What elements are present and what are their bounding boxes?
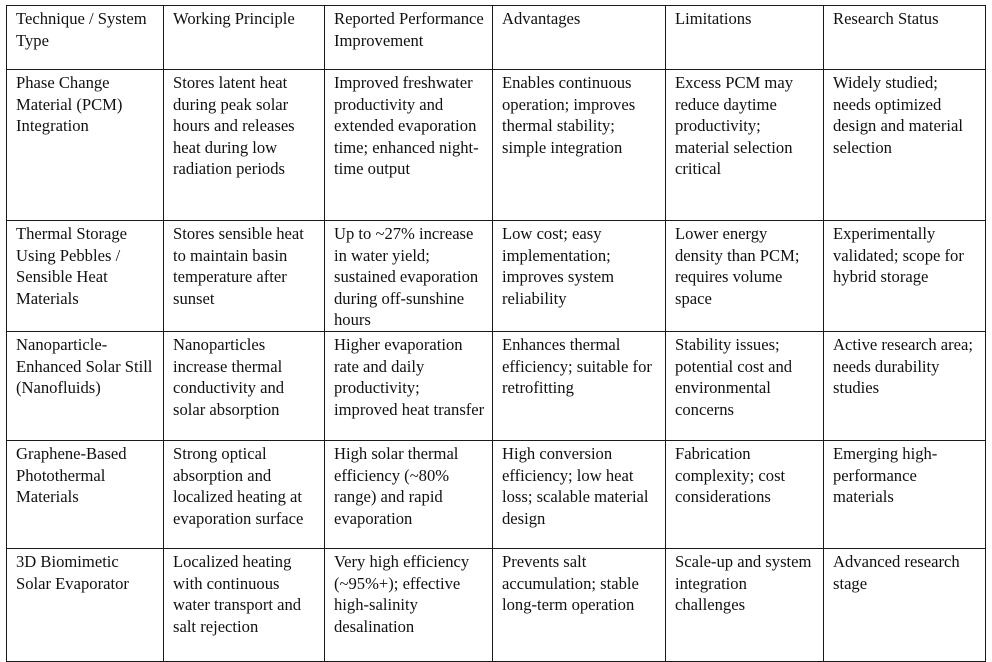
cell-advantages: Enables continuous operation; improves thermal stability; simple integration <box>493 70 666 221</box>
cell-performance-improvement: Up to ~27% increase in water yield; sustained evaporation during off-sunshine hours <box>325 221 493 332</box>
cell-performance-improvement: Higher evaporation rate and daily productivity; improved heat transfer <box>325 331 493 440</box>
header-advantages: Advantages <box>493 6 666 70</box>
cell-limitations: Lower energy density than PCM; requires volume space <box>666 221 824 332</box>
header-limitations: Limitations <box>666 6 824 70</box>
cell-advantages: Prevents salt accumulation; stable long-term operation <box>493 548 666 661</box>
cell-performance-improvement: Very high efficiency (~95%+); effective high-salinity desalination <box>325 548 493 661</box>
table-row <box>7 548 986 661</box>
cell-performance-improvement: High solar thermal efficiency (~80% range) and rapid evaporation <box>325 440 493 548</box>
cell-research-status: Emerging high-performance materials <box>824 440 986 548</box>
cell-research-status: Active research area; needs durability studies <box>824 331 986 440</box>
table-row <box>7 440 986 548</box>
cell-limitations: Stability issues; potential cost and environmental concerns <box>666 331 824 440</box>
cell-technique: Thermal Storage Using Pebbles / Sensible Heat Materials <box>7 221 164 332</box>
cell-advantages: Enhances thermal efficiency; suitable for retrofitting <box>493 331 666 440</box>
cell-technique: Nanoparticle-Enhanced Solar Still (Nanofluids) <box>7 331 164 440</box>
cell-research-status: Widely studied; needs optimized design and material selection <box>824 70 986 221</box>
header-research-status: Research Status <box>824 6 986 70</box>
cell-technique: Graphene-Based Photothermal Materials <box>7 440 164 548</box>
cell-working-principle: Nanoparticles increase thermal conductivity and solar absorption <box>164 331 325 440</box>
table-row <box>7 70 986 221</box>
cell-research-status: Advanced research stage <box>824 548 986 661</box>
cell-working-principle: Stores latent heat during peak solar hours and releases heat during low radiation periods <box>164 70 325 221</box>
cell-technique: Phase Change Material (PCM) Integration <box>7 70 164 221</box>
cell-limitations: Fabrication complexity; cost considerations <box>666 440 824 548</box>
cell-working-principle: Stores sensible heat to maintain basin temperature after sunset <box>164 221 325 332</box>
cell-research-status: Experimentally validated; scope for hybrid storage <box>824 221 986 332</box>
cell-working-principle: Strong optical absorption and localized heating at evaporation surface <box>164 440 325 548</box>
cell-limitations: Excess PCM may reduce daytime productivity; material selection critical <box>666 70 824 221</box>
header-technique: Technique / System Type <box>7 6 164 70</box>
table-row <box>7 221 986 332</box>
cell-performance-improvement: Improved freshwater productivity and extended evaporation time; enhanced night-time output <box>325 70 493 221</box>
cell-advantages: Low cost; easy implementation; improves system reliability <box>493 221 666 332</box>
table-row <box>7 331 986 440</box>
comparison-table <box>6 5 986 662</box>
header-performance-improvement: Reported Performance Improvement <box>325 6 493 70</box>
header-row <box>7 6 986 70</box>
cell-limitations: Scale-up and system integration challenges <box>666 548 824 661</box>
cell-technique: 3D Biomimetic Solar Evaporator <box>7 548 164 661</box>
cell-advantages: High conversion efficiency; low heat loss; scalable material design <box>493 440 666 548</box>
cell-working-principle: Localized heating with continuous water transport and salt rejection <box>164 548 325 661</box>
header-working-principle: Working Principle <box>164 6 325 70</box>
